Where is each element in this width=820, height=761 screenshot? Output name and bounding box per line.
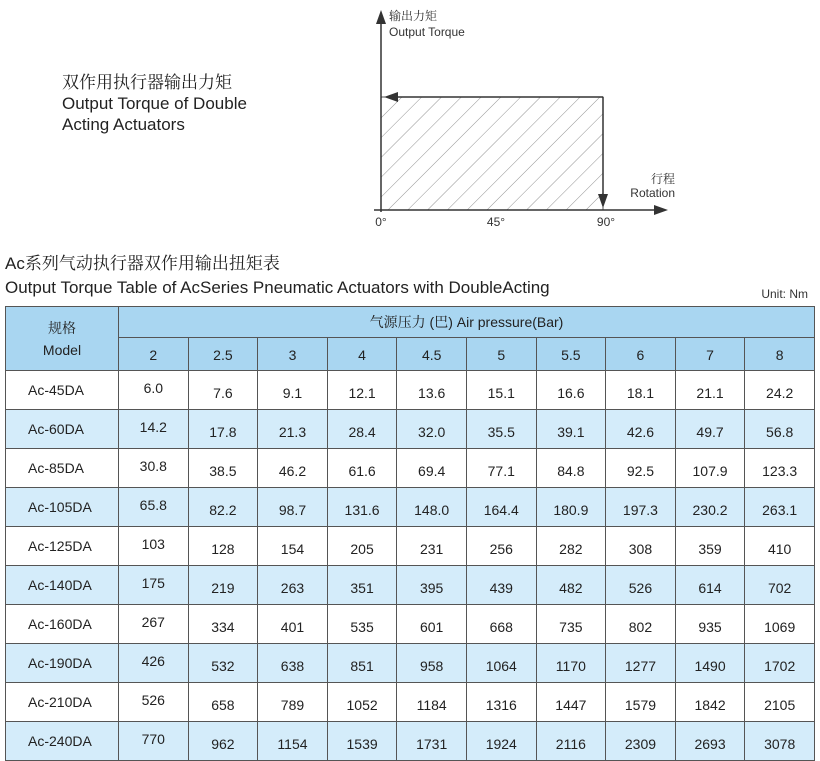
torque-cell: 103 <box>119 527 189 566</box>
pressure-row <box>6 338 815 371</box>
torque-cell: 401 <box>258 605 328 644</box>
torque-cell: 32.0 <box>397 410 467 449</box>
torque-cell: 1154 <box>258 722 328 761</box>
table-row <box>6 605 815 644</box>
torque-cell: 197.3 <box>606 488 676 527</box>
torque-cell: 35.5 <box>466 410 536 449</box>
table-row <box>6 488 815 527</box>
torque-cell: 18.1 <box>606 371 676 410</box>
torque-cell: 1170 <box>536 644 606 683</box>
torque-cell: 65.8 <box>119 488 189 527</box>
torque-cell: 935 <box>675 605 745 644</box>
torque-cell: 851 <box>327 644 397 683</box>
torque-cell: 30.8 <box>119 449 189 488</box>
torque-cell: 802 <box>606 605 676 644</box>
torque-cell: 84.8 <box>536 449 606 488</box>
table-row <box>6 371 815 410</box>
torque-cell: 61.6 <box>327 449 397 488</box>
torque-cell: 535 <box>327 605 397 644</box>
torque-cell: 526 <box>119 683 189 722</box>
torque-cell: 39.1 <box>536 410 606 449</box>
model-cell: Ac-160DA <box>6 605 119 644</box>
x-axis-arrow <box>654 205 668 215</box>
x-label-en: Rotation <box>630 186 675 200</box>
torque-cell: 2693 <box>675 722 745 761</box>
torque-cell: 410 <box>745 527 815 566</box>
model-cell: Ac-60DA <box>6 410 119 449</box>
torque-cell: 17.8 <box>188 410 258 449</box>
torque-cell: 426 <box>119 644 189 683</box>
torque-cell: 267 <box>119 605 189 644</box>
torque-cell: 256 <box>466 527 536 566</box>
table-body <box>6 371 815 761</box>
title-en-line2: Acting Actuators <box>62 115 185 134</box>
pressure-col-header: 4.5 <box>397 338 467 371</box>
torque-cell: 69.4 <box>397 449 467 488</box>
torque-cell: 770 <box>119 722 189 761</box>
y-axis-arrow <box>376 10 386 24</box>
model-cell: Ac-45DA <box>6 371 119 410</box>
model-cell: Ac-85DA <box>6 449 119 488</box>
torque-cell: 658 <box>188 683 258 722</box>
table-row <box>6 644 815 683</box>
torque-cell: 15.1 <box>466 371 536 410</box>
torque-cell: 395 <box>397 566 467 605</box>
pressure-col-header: 5 <box>466 338 536 371</box>
torque-cell: 359 <box>675 527 745 566</box>
pressure-col-header: 2 <box>119 338 189 371</box>
y-label-en: Output Torque <box>389 25 465 39</box>
torque-cell: 789 <box>258 683 328 722</box>
torque-cell: 2105 <box>745 683 815 722</box>
model-cell: Ac-140DA <box>6 566 119 605</box>
model-cell: Ac-210DA <box>6 683 119 722</box>
torque-cell: 3078 <box>745 722 815 761</box>
torque-cell: 148.0 <box>397 488 467 527</box>
torque-cell: 1579 <box>606 683 676 722</box>
table-title <box>5 252 550 300</box>
torque-cell: 308 <box>606 527 676 566</box>
table-row <box>6 449 815 488</box>
torque-cell: 526 <box>606 566 676 605</box>
unit-label: Unit: Nm <box>761 287 808 301</box>
torque-cell: 702 <box>745 566 815 605</box>
torque-cell: 1539 <box>327 722 397 761</box>
torque-cell: 282 <box>536 527 606 566</box>
torque-cell: 9.1 <box>258 371 328 410</box>
torque-cell: 1924 <box>466 722 536 761</box>
model-header-en: Model <box>42 341 82 358</box>
hatched-area <box>381 97 603 210</box>
torque-cell: 263 <box>258 566 328 605</box>
torque-cell: 77.1 <box>466 449 536 488</box>
torque-cell: 668 <box>466 605 536 644</box>
torque-cell: 16.6 <box>536 371 606 410</box>
torque-cell: 21.1 <box>675 371 745 410</box>
tick-0: 0° <box>375 215 387 229</box>
torque-cell: 7.6 <box>188 371 258 410</box>
torque-cell: 532 <box>188 644 258 683</box>
torque-cell: 1842 <box>675 683 745 722</box>
torque-cell: 175 <box>119 566 189 605</box>
torque-cell: 131.6 <box>327 488 397 527</box>
pressure-col-header: 7 <box>675 338 745 371</box>
torque-cell: 1052 <box>327 683 397 722</box>
table-row <box>6 566 815 605</box>
pressure-col-header: 8 <box>745 338 815 371</box>
torque-cell: 231 <box>397 527 467 566</box>
torque-cell: 42.6 <box>606 410 676 449</box>
torque-cell: 1490 <box>675 644 745 683</box>
torque-cell: 46.2 <box>258 449 328 488</box>
torque-cell: 958 <box>397 644 467 683</box>
torque-cell: 38.5 <box>188 449 258 488</box>
pressure-col-header: 2.5 <box>188 338 258 371</box>
torque-cell: 14.2 <box>119 410 189 449</box>
table-row <box>6 527 815 566</box>
torque-cell: 439 <box>466 566 536 605</box>
table-title-zh: Ac系列气动执行器双作用输出扭矩表 <box>5 254 280 273</box>
title-zh: 双作用执行器输出力矩 <box>62 73 232 92</box>
torque-cell: 1731 <box>397 722 467 761</box>
table-row <box>6 683 815 722</box>
y-label-zh: 输出力矩 <box>389 9 438 23</box>
torque-table <box>5 306 815 761</box>
model-cell: Ac-190DA <box>6 644 119 683</box>
torque-cell: 2116 <box>536 722 606 761</box>
torque-cell: 601 <box>397 605 467 644</box>
torque-cell: 614 <box>675 566 745 605</box>
title-en-line1: Output Torque of Double <box>62 94 247 113</box>
model-header <box>6 307 119 371</box>
tick-45: 45° <box>486 215 506 229</box>
torque-cell: 6.0 <box>119 371 189 410</box>
torque-cell: 49.7 <box>675 410 745 449</box>
torque-diagram <box>360 0 680 240</box>
torque-cell: 351 <box>327 566 397 605</box>
table-title-en: Output Torque Table of AcSeries Pneumatic Actuators with DoubleActing <box>5 278 550 297</box>
section-title-left <box>62 72 247 135</box>
torque-cell: 12.1 <box>327 371 397 410</box>
torque-cell: 123.3 <box>745 449 815 488</box>
pressure-col-header: 6 <box>606 338 676 371</box>
torque-cell: 1184 <box>397 683 467 722</box>
torque-cell: 334 <box>188 605 258 644</box>
torque-cell: 1064 <box>466 644 536 683</box>
torque-cell: 1277 <box>606 644 676 683</box>
table-row <box>6 722 815 761</box>
pressure-header: 气源压力 (巴) Air pressure(Bar) <box>119 307 815 338</box>
torque-cell: 24.2 <box>745 371 815 410</box>
torque-cell: 107.9 <box>675 449 745 488</box>
torque-cell: 230.2 <box>675 488 745 527</box>
torque-cell: 2309 <box>606 722 676 761</box>
torque-cell: 482 <box>536 566 606 605</box>
torque-cell: 205 <box>327 527 397 566</box>
torque-cell: 21.3 <box>258 410 328 449</box>
torque-cell: 180.9 <box>536 488 606 527</box>
torque-cell: 1069 <box>745 605 815 644</box>
torque-cell: 1316 <box>466 683 536 722</box>
torque-cell: 128 <box>188 527 258 566</box>
model-cell: Ac-125DA <box>6 527 119 566</box>
tick-90: 90° <box>596 215 616 229</box>
pressure-col-header: 4 <box>327 338 397 371</box>
pressure-col-header: 3 <box>258 338 328 371</box>
torque-cell: 962 <box>188 722 258 761</box>
x-label-zh: 行程 <box>650 172 675 186</box>
model-header-zh: 规格 <box>48 319 76 336</box>
torque-cell: 82.2 <box>188 488 258 527</box>
torque-cell: 1447 <box>536 683 606 722</box>
torque-cell: 98.7 <box>258 488 328 527</box>
torque-cell: 164.4 <box>466 488 536 527</box>
pressure-col-header: 5.5 <box>536 338 606 371</box>
torque-cell: 219 <box>188 566 258 605</box>
torque-cell: 638 <box>258 644 328 683</box>
torque-cell: 154 <box>258 527 328 566</box>
torque-cell: 263.1 <box>745 488 815 527</box>
model-cell: Ac-240DA <box>6 722 119 761</box>
model-cell: Ac-105DA <box>6 488 119 527</box>
torque-cell: 92.5 <box>606 449 676 488</box>
torque-cell: 13.6 <box>397 371 467 410</box>
torque-cell: 28.4 <box>327 410 397 449</box>
torque-cell: 735 <box>536 605 606 644</box>
torque-cell: 1702 <box>745 644 815 683</box>
torque-cell: 56.8 <box>745 410 815 449</box>
table-row <box>6 410 815 449</box>
